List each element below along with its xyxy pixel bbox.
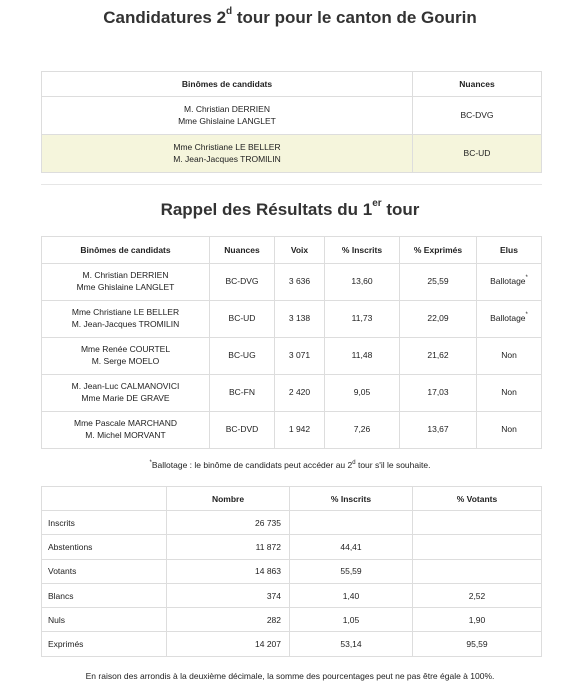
header-nombre: Nombre bbox=[167, 487, 290, 511]
table-row bbox=[42, 264, 542, 301]
voix-cell: 1 942 bbox=[275, 412, 325, 449]
inscrits-cell: 44,41 bbox=[290, 535, 413, 559]
nombre-cell: 14 863 bbox=[167, 559, 290, 583]
note-sup: d bbox=[352, 460, 356, 467]
candidate-name: Mme Ghislaine LANGLET bbox=[76, 282, 175, 292]
binome-cell bbox=[42, 338, 210, 375]
candidate-name: Mme Christiane LE BELLER bbox=[71, 307, 180, 318]
title1-post: tour pour le canton de Gourin bbox=[232, 8, 477, 27]
table-row bbox=[42, 97, 542, 135]
header-nuances: Nuances bbox=[210, 237, 275, 264]
header-inscrits: % Inscrits bbox=[290, 487, 413, 511]
inscrits-cell: 1,40 bbox=[290, 583, 413, 607]
voix-cell: 3 138 bbox=[275, 301, 325, 338]
table-row bbox=[42, 412, 542, 449]
inscrits-cell: 55,59 bbox=[290, 559, 413, 583]
nombre-cell: 374 bbox=[167, 583, 290, 607]
nuance-cell: BC-UG bbox=[210, 338, 275, 375]
nombre-cell: 282 bbox=[167, 608, 290, 632]
candidate-name: Mme Pascale MARCHAND bbox=[74, 418, 177, 429]
table-row bbox=[42, 608, 542, 632]
elus-cell bbox=[477, 301, 542, 338]
nombre-cell: 14 207 bbox=[167, 632, 290, 656]
header-votants: % Votants bbox=[413, 487, 542, 511]
header-voix: Voix bbox=[275, 237, 325, 264]
row-label: Nuls bbox=[42, 608, 167, 632]
inscrits-cell: 11,73 bbox=[325, 301, 400, 338]
participation-table bbox=[41, 486, 542, 657]
table-row bbox=[42, 535, 542, 559]
header-binomes: Binômes de candidats bbox=[42, 72, 413, 97]
title2-sup: er bbox=[372, 198, 382, 209]
exprimes-cell: 21,62 bbox=[400, 338, 477, 375]
candidate-name: Mme Marie DE GRAVE bbox=[81, 393, 170, 403]
elus-value: Non bbox=[501, 424, 517, 435]
candidate-name: M. Christian DERRIEN bbox=[184, 103, 270, 114]
table-row bbox=[42, 559, 542, 583]
candidate-name: M. Michel MORVANT bbox=[85, 430, 166, 440]
inscrits-cell: 13,60 bbox=[325, 264, 400, 301]
inscrits-cell: 53,14 bbox=[290, 632, 413, 656]
votants-cell bbox=[413, 535, 542, 559]
row-label: Inscrits bbox=[42, 511, 167, 535]
note-pre: Ballotage : le binôme de candidats peut accéder au 2 bbox=[151, 460, 353, 470]
nuance-cell: BC-DVG bbox=[210, 264, 275, 301]
exprimes-cell: 17,03 bbox=[400, 375, 477, 412]
inscrits-cell: 9,05 bbox=[325, 375, 400, 412]
inscrits-cell: 11,48 bbox=[325, 338, 400, 375]
candidate-name: M. Jean-Luc CALMANOVICI bbox=[71, 381, 180, 392]
table-row bbox=[42, 511, 542, 535]
row-label: Abstentions bbox=[42, 535, 167, 559]
rounding-note: En raison des arrondis à la deuxième décimale, la somme des pourcentages peut ne pas être égale à 100%. bbox=[85, 671, 495, 681]
binome-cell bbox=[42, 375, 210, 412]
header-empty bbox=[42, 487, 167, 511]
binome-cell bbox=[42, 97, 413, 135]
header-inscrits: % Inscrits bbox=[325, 237, 400, 264]
table-row bbox=[42, 338, 542, 375]
voix-cell: 3 636 bbox=[275, 264, 325, 301]
voix-cell: 2 420 bbox=[275, 375, 325, 412]
title2-pre: Rappel des Résultats du 1 bbox=[160, 200, 373, 219]
inscrits-cell: 7,26 bbox=[325, 412, 400, 449]
nuance-cell: BC-UD bbox=[210, 301, 275, 338]
elus-value: Non bbox=[501, 350, 517, 361]
note-star: * bbox=[149, 460, 152, 467]
elus-cell bbox=[477, 338, 542, 375]
votants-cell: 1,90 bbox=[413, 608, 542, 632]
ballotage-note bbox=[0, 460, 580, 470]
nombre-cell: 11 872 bbox=[167, 535, 290, 559]
page-title-resultats bbox=[0, 200, 580, 220]
note-post: tour s'il le souhaite. bbox=[355, 460, 431, 470]
elus-cell bbox=[477, 264, 542, 301]
exprimes-cell: 25,59 bbox=[400, 264, 477, 301]
table-row bbox=[42, 301, 542, 338]
candidate-name: Mme Christiane LE BELLER bbox=[173, 141, 281, 152]
exprimes-cell: 22,09 bbox=[400, 301, 477, 338]
votants-cell bbox=[413, 511, 542, 535]
binome-cell bbox=[42, 412, 210, 449]
voix-cell: 3 071 bbox=[275, 338, 325, 375]
title1-pre: Candidatures 2 bbox=[103, 8, 227, 27]
row-label: Votants bbox=[42, 559, 167, 583]
nuance-cell: BC-DVD bbox=[210, 412, 275, 449]
votants-cell: 2,52 bbox=[413, 583, 542, 607]
elus-cell bbox=[477, 375, 542, 412]
title2-post: tour bbox=[381, 200, 420, 219]
exprimes-cell: 13,67 bbox=[400, 412, 477, 449]
candidate-name: M. Jean-Jacques TROMILIN bbox=[71, 319, 180, 329]
table-row bbox=[42, 632, 542, 656]
elus-value: Non bbox=[501, 387, 517, 398]
candidate-name: M. Jean-Jacques TROMILIN bbox=[173, 153, 281, 164]
candidate-name: M. Serge MOELO bbox=[91, 356, 160, 366]
row-label: Blancs bbox=[42, 583, 167, 607]
header-nuances: Nuances bbox=[413, 72, 542, 97]
title1-sup: d bbox=[226, 6, 233, 17]
elus-star: * bbox=[525, 275, 528, 282]
votants-cell: 95,59 bbox=[413, 632, 542, 656]
candidatures-table bbox=[41, 71, 542, 173]
elus-cell bbox=[477, 412, 542, 449]
elus-value: Ballotage bbox=[490, 313, 526, 324]
inscrits-cell: 1,05 bbox=[290, 608, 413, 632]
table-row bbox=[42, 375, 542, 412]
nombre-cell: 26 735 bbox=[167, 511, 290, 535]
inscrits-cell bbox=[290, 511, 413, 535]
candidate-name: Mme Renée COURTEL bbox=[80, 344, 171, 355]
elus-star: * bbox=[525, 312, 528, 319]
binome-cell bbox=[42, 301, 210, 338]
table-row-highlighted bbox=[42, 135, 542, 173]
nuance-cell: BC-DVG bbox=[413, 97, 542, 135]
nuance-cell: BC-FN bbox=[210, 375, 275, 412]
candidate-name: M. Christian DERRIEN bbox=[82, 270, 169, 281]
candidate-name: Mme Ghislaine LANGLET bbox=[178, 115, 276, 126]
elus-value: Ballotage bbox=[490, 276, 526, 287]
header-binomes: Binômes de candidats bbox=[42, 237, 210, 264]
votants-cell bbox=[413, 559, 542, 583]
page-title-candidatures bbox=[0, 8, 580, 28]
binome-cell bbox=[42, 135, 413, 173]
header-elus: Elus bbox=[477, 237, 542, 264]
header-exprimes: % Exprimés bbox=[400, 237, 477, 264]
results-table bbox=[41, 236, 542, 449]
divider bbox=[41, 184, 542, 185]
table-row bbox=[42, 583, 542, 607]
nuance-cell: BC-UD bbox=[413, 135, 542, 173]
row-label: Exprimés bbox=[42, 632, 167, 656]
binome-cell bbox=[42, 264, 210, 301]
